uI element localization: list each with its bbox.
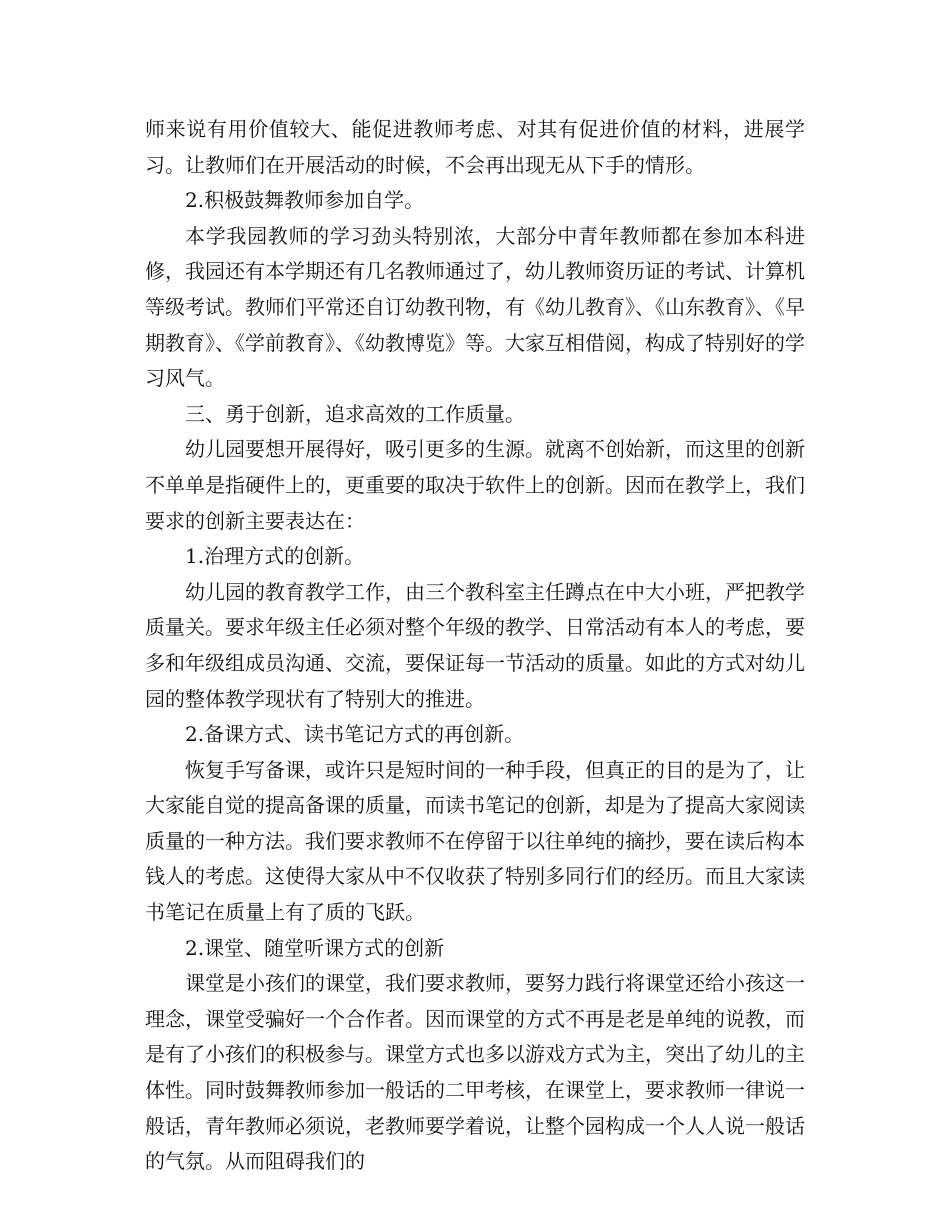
paragraph: 幼儿园要想开展得好，吸引更多的生源。就离不创始新，而这里的创新不单单是指硬件上的，更重要的取决于软件上的创新。因而在教学上，我们要求的创新主要表达在：: [145, 437, 805, 533]
section-subheading: 1.治理方式的创新。: [185, 544, 365, 569]
section-subheading: 2.积极鼓舞教师参加自学。: [185, 188, 425, 213]
paragraph: 本学我园教师的学习劲头特别浓，大部分中青年教师都在参加本科进修，我园还有本学期还有几名教师通过了，幼儿教师资历证的考试、计算机等级考试。教师们平常还自订幼教刊物，有《幼儿教育》、《山东教育》、《早期教育》、《学前教育》、《幼教博览》等。大家互相借阅，构成了特别好的学习风气。: [145, 223, 805, 391]
paragraph: 幼儿园的教育教学工作，由三个教科室主任蹲点在中大小班，严把教学质量关。要求年级主任必须对整个年级的教学、日常活动有本人的考虑，要多和年级组成员沟通、交流，要保证每一节活动的质量。如此的方式对幼儿园的整体教学现状有了特别大的推进。: [145, 579, 805, 711]
document-body: [145, 112, 805, 1180]
paragraph: 恢复手写备课，或许只是短时间的一种手段，但真正的目的是为了，让大家能自觉的提高备课的质量，而读书笔记的创新，却是为了提高大家阅读质量的一种方法。我们要求教师不在停留于以往单纯的摘抄，要在读后构本钱人的考虑。这使得大家从中不仅收获了特别多同行们的经历。而且大家读书笔记在质量上有了质的飞跃。: [145, 757, 805, 925]
section-subheading: 2.课堂、随堂听课方式的创新: [185, 935, 445, 960]
section-subheading: 2.备课方式、读书笔记方式的再创新。: [185, 722, 525, 747]
paragraph: 课堂是小孩们的课堂，我们要求教师，要努力践行将课堂还给小孩这一理念，课堂受骗好一个合作者。因而课堂的方式不再是老是单纯的说教，而是有了小孩们的积极参与。课堂方式也多以游戏方式为主，突出了幼儿的主体性。同时鼓舞教师参加一般话的二甲考核，在课堂上，要求教师一律说一般话，青年教师必须说，老教师要学着说，让整个园构成一个人人说一般话的气氛。从而阻碍我们的: [145, 971, 805, 1174]
section-heading: 三、勇于创新，追求高效的工作质量。: [185, 401, 525, 426]
paragraph: 师来说有用价值较大、能促进教师考虑、对其有促进价值的材料，进展学习。让教师们在开展活动的时候，不会再出现无从下手的情形。: [145, 117, 805, 177]
